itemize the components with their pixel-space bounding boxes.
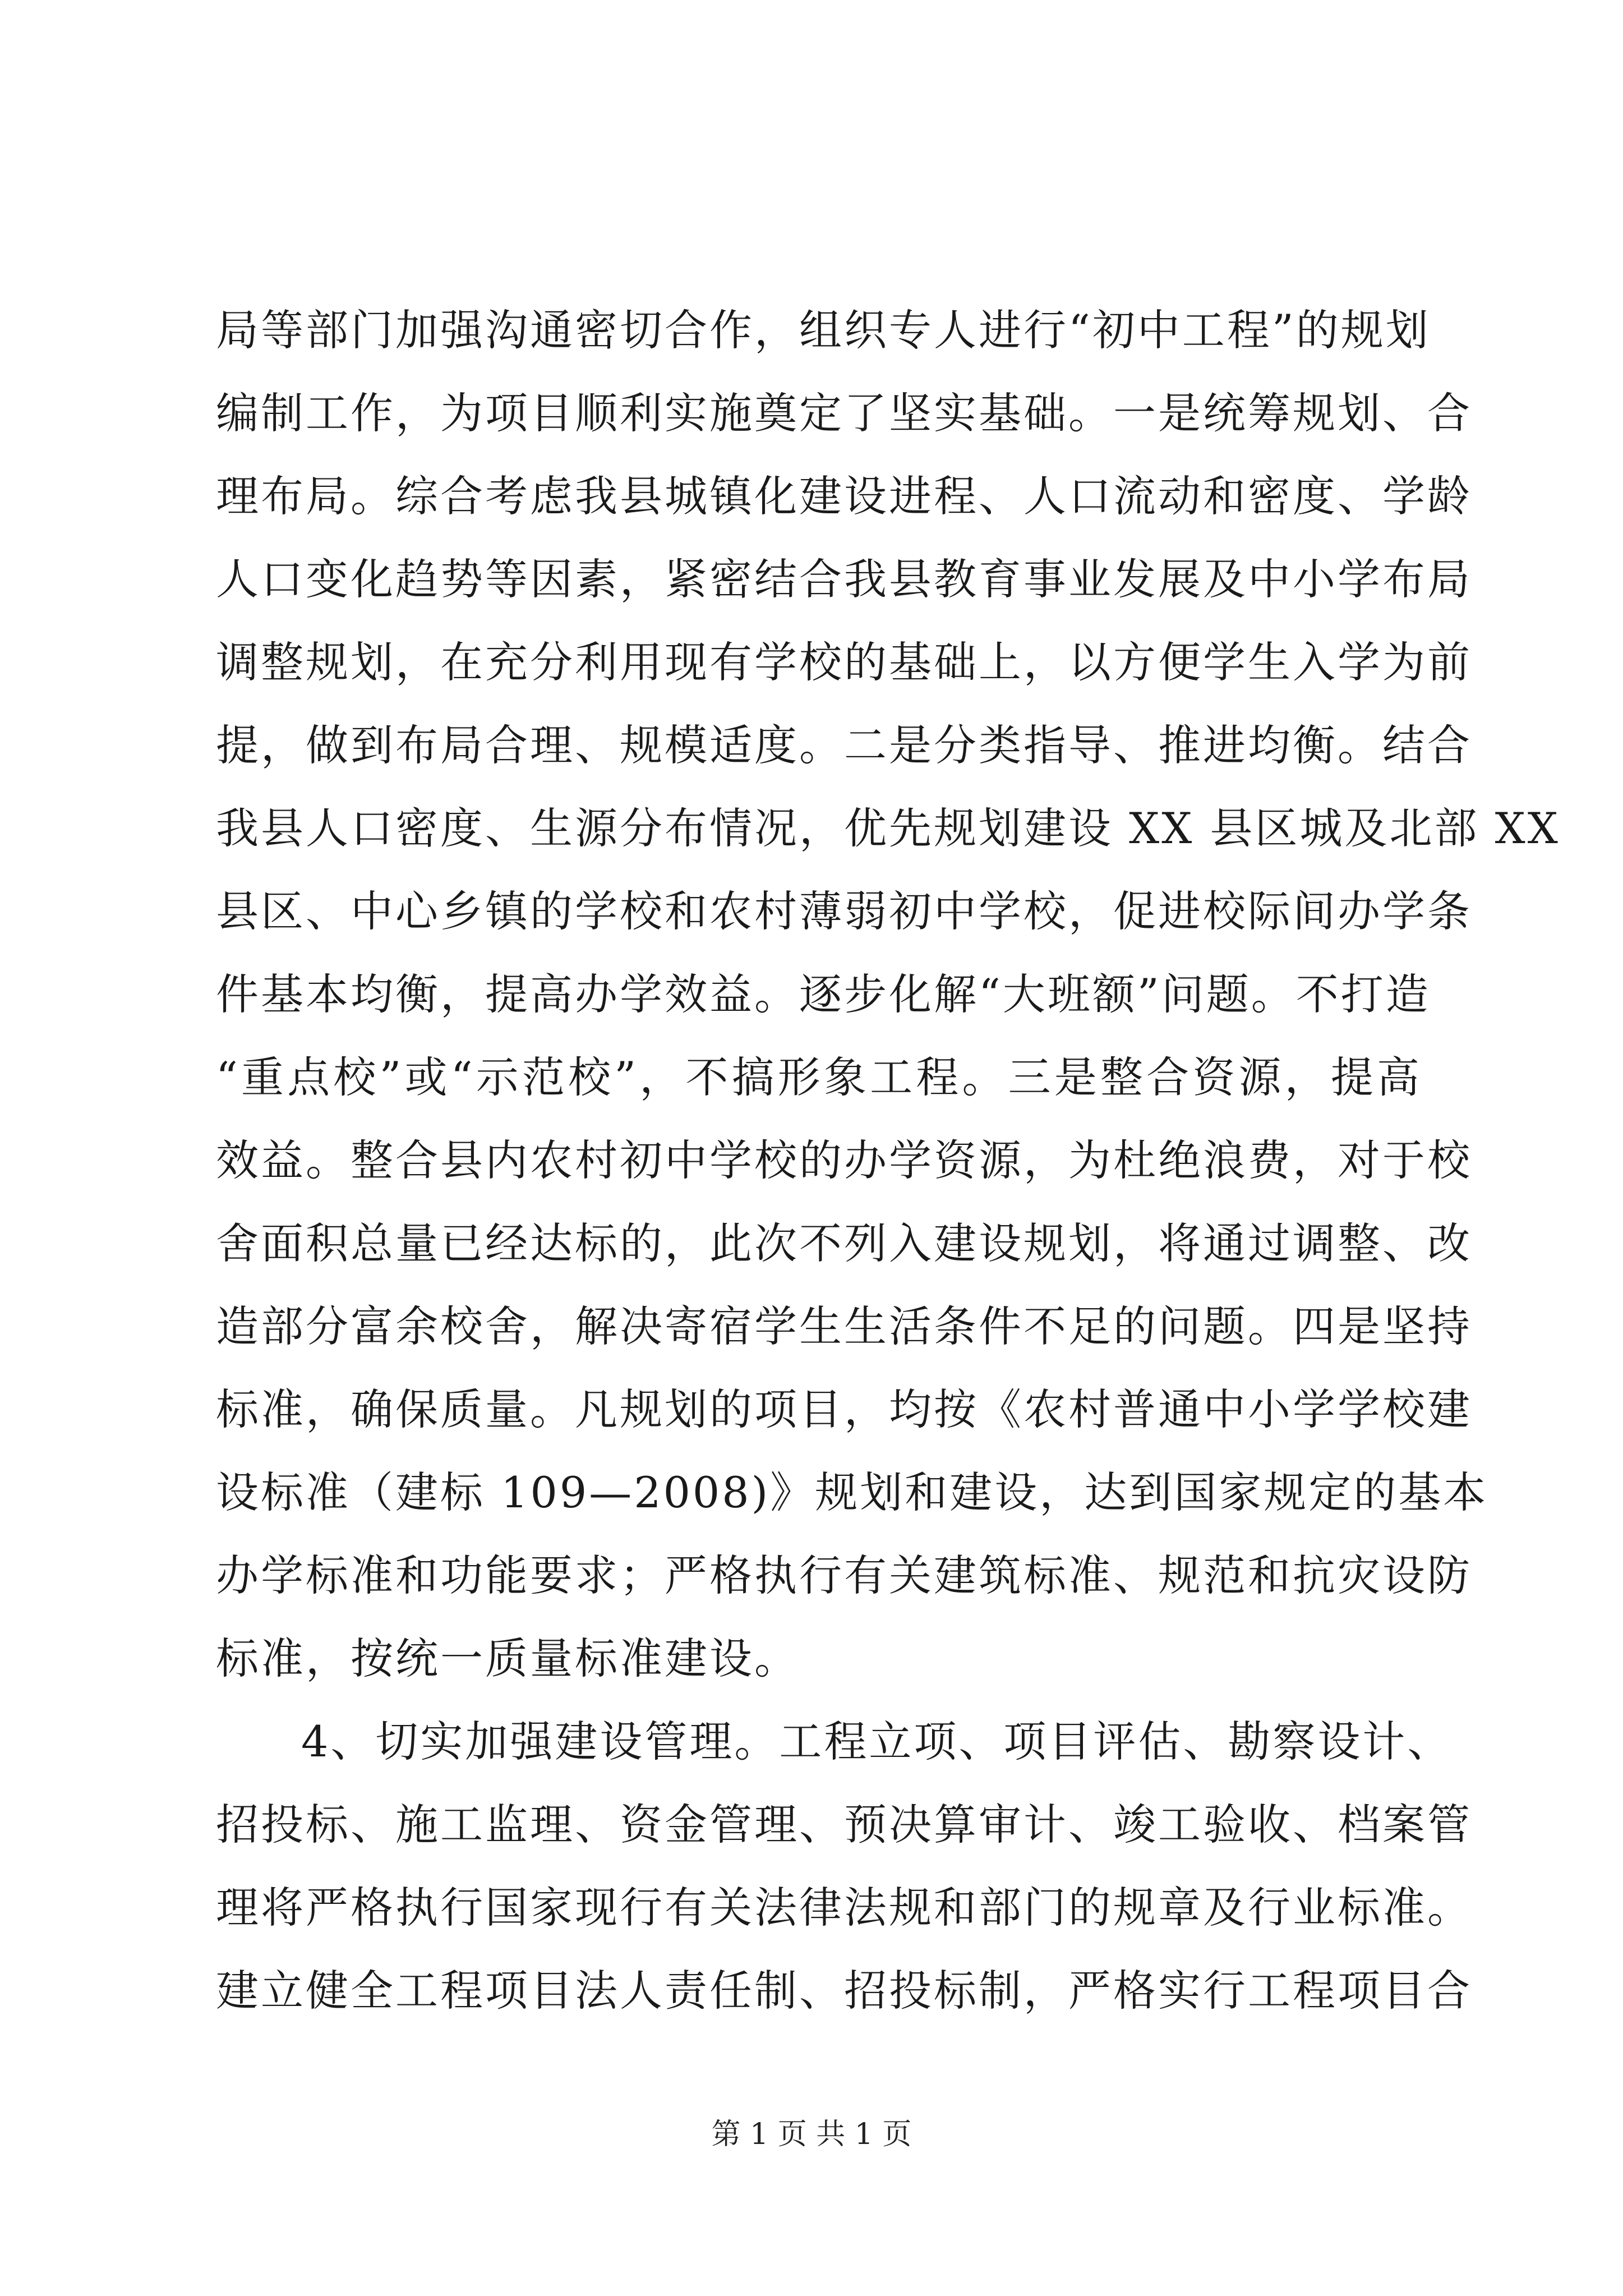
text-line: 造部分富余校舍，解决寄宿学生生活条件不足的问题。四是坚持 bbox=[216, 1301, 1472, 1351]
text-line: 县区、中心乡镇的学校和农村薄弱初中学校，促进校际间办学条 bbox=[216, 886, 1472, 936]
text-line: 招投标、施工监理、资金管理、预决算审计、竣工验收、档案管 bbox=[216, 1800, 1472, 1849]
text-line: 提，做到布局合理、规模适度。二是分类指导、推进均衡。结合 bbox=[216, 720, 1472, 770]
text-line: 标准，按统一质量标准建设。 bbox=[216, 1634, 799, 1683]
text-line: “重点校”或“示范校”，不搞形象工程。三是整合资源，提高 bbox=[216, 1052, 1422, 1102]
text-line: 设标准（建标 109—2008)》规划和建设，达到国家规定的基本 bbox=[216, 1467, 1488, 1517]
text-line: 理将严格执行国家现行有关法律法规和部门的规章及行业标准。 bbox=[216, 1883, 1472, 1932]
text-line: 理布局。综合考虑我县城镇化建设进程、人口流动和密度、学龄 bbox=[216, 471, 1472, 521]
body-text bbox=[216, 289, 1560, 2032]
text-line: 人口变化趋势等因素，紧密结合我县教育事业发展及中小学布局 bbox=[216, 554, 1472, 604]
text-line: 办学标准和功能要求；严格执行有关建筑标准、规范和抗灾设防 bbox=[216, 1550, 1472, 1600]
text-line: 4、切实加强建设管理。工程立项、项目评估、勘察设计、 bbox=[301, 1717, 1453, 1766]
text-line: 编制工作，为项目顺利实施奠定了坚实基础。一是统筹规划、合 bbox=[216, 388, 1472, 438]
text-line: 标准，确保质量。凡规划的项目，均按《农村普通中小学学校建 bbox=[216, 1384, 1472, 1434]
text-line: 件基本均衡，提高办学效益。逐步化解“大班额”问题。不打造 bbox=[216, 969, 1431, 1019]
text-line: 我县人口密度、生源分布情况，优先规划建设 XX 县区城及北部 XX bbox=[216, 803, 1560, 853]
text-line: 建立健全工程项目法人责任制、招投标制，严格实行工程项目合 bbox=[216, 1966, 1472, 2016]
text-line: 局等部门加强沟通密切合作，组织专人进行“初中工程”的规划 bbox=[216, 305, 1431, 355]
page-footer: 第 1 页 共 1 页 bbox=[711, 2118, 912, 2151]
text-line: 效益。整合县内农村初中学校的办学资源，为杜绝浪费，对于校 bbox=[216, 1135, 1472, 1185]
text-line: 舍面积总量已经达标的，此次不列入建设规划，将通过调整、改 bbox=[216, 1218, 1472, 1268]
text-line: 调整规划，在充分利用现有学校的基础上，以方便学生入学为前 bbox=[216, 637, 1472, 687]
